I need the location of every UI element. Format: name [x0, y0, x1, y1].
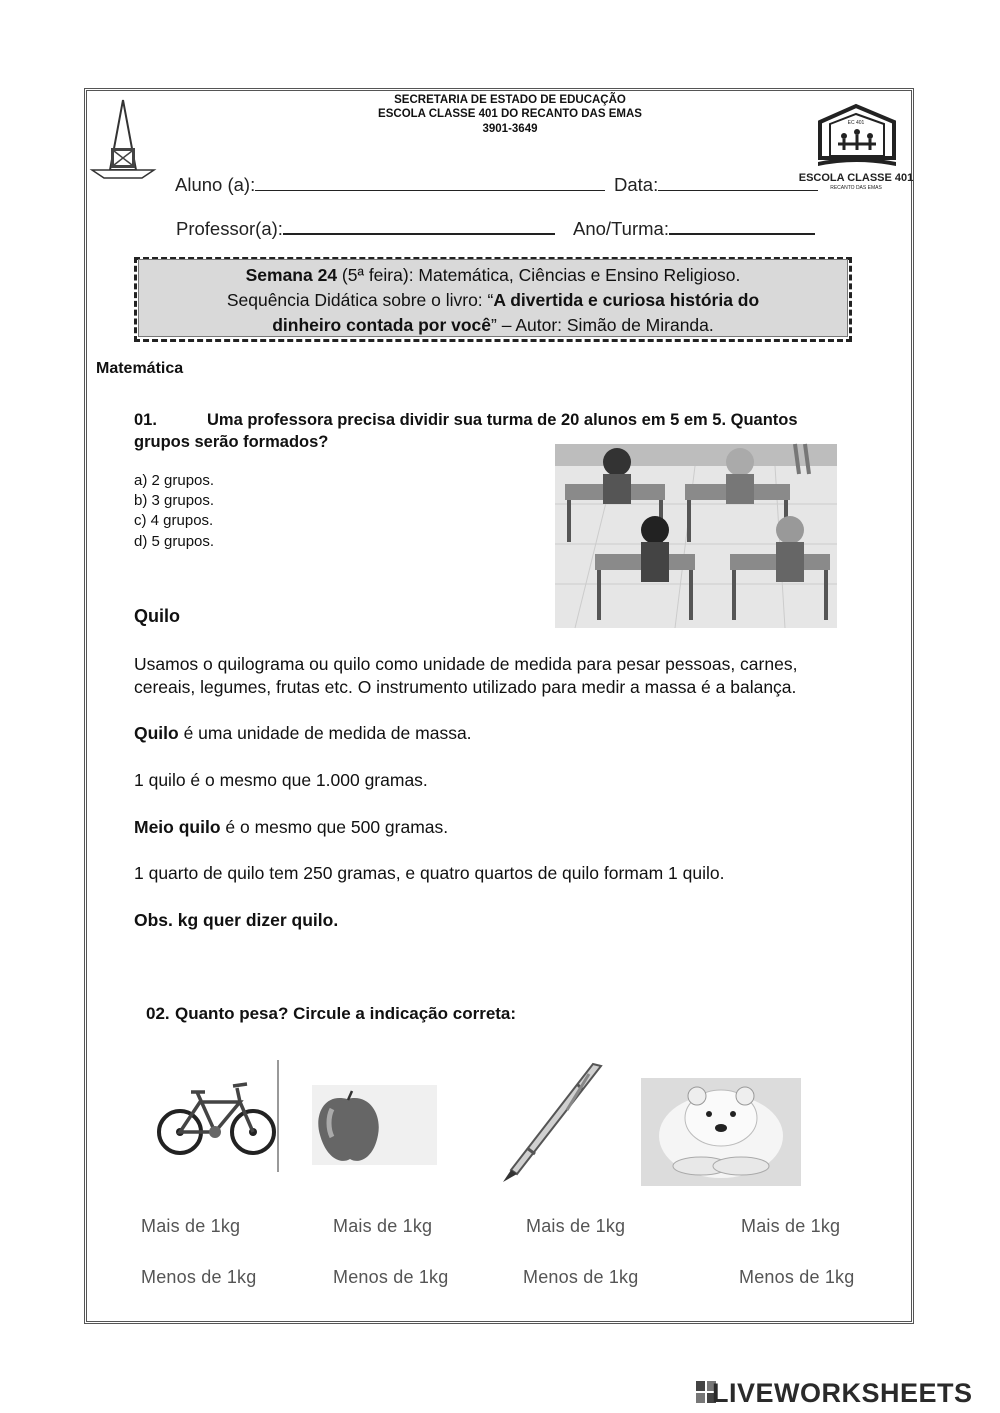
- apple-more-option[interactable]: Mais de 1kg: [333, 1216, 433, 1236]
- school-logo-text: ESCOLA CLASSE 401: [798, 172, 914, 184]
- aluno-field[interactable]: [175, 172, 605, 196]
- q1-text-2: grupos serão formados?: [134, 433, 329, 451]
- meio-quilo: [134, 816, 904, 839]
- professor-label: Professor(a):: [176, 218, 283, 239]
- data-field[interactable]: [614, 172, 818, 196]
- ano-turma-label: Ano/Turma:: [573, 218, 669, 239]
- meio-quilo-bold: Meio quilo: [134, 817, 221, 837]
- professor-line[interactable]: [283, 215, 555, 235]
- ano-turma-field[interactable]: [573, 215, 815, 240]
- pen-icon: [497, 1062, 607, 1184]
- section-title: Matemática: [96, 360, 184, 377]
- banner-dia: (5ª feira): Matemática, Ciências e Ensino Religioso.: [337, 265, 741, 285]
- header-line-3: 3901-3649: [482, 123, 538, 135]
- liveworksheets-brand[interactable]: LIVEWORKSHEETS: [712, 1378, 973, 1408]
- q1-option-d[interactable]: d) 5 grupos.: [134, 533, 215, 550]
- classroom-illustration-icon: [555, 444, 837, 628]
- banner-livro-b: dinheiro contada por você: [272, 315, 492, 335]
- quilo-gramas: 1 quilo é o mesmo que 1.000 gramas.: [134, 770, 428, 790]
- quilo-definition-rest: é uma unidade de medida de massa.: [178, 723, 472, 743]
- q1-number: 01.: [134, 411, 157, 429]
- q1-text: Uma professora precisa dividir sua turma de 20 alunos em 5 em 5. Quantos: [207, 411, 798, 429]
- pen-more-option[interactable]: Mais de 1kg: [526, 1216, 626, 1236]
- apple-icon: [312, 1085, 437, 1165]
- professor-field[interactable]: [176, 215, 555, 240]
- banner-seq-prefix: Sequência Didática sobre o livro: “: [226, 290, 494, 310]
- q2-number: 02.: [146, 1004, 170, 1023]
- q1-option-b[interactable]: b) 3 grupos.: [134, 492, 215, 509]
- quarto-de-quilo: 1 quarto de quilo tem 250 gramas, e quatro quartos de quilo formam 1 quilo.: [134, 863, 725, 883]
- q1-option-c[interactable]: c) 4 grupos.: [134, 512, 214, 529]
- aluno-label: Aluno (a):: [175, 174, 256, 195]
- quilo-definition: [134, 722, 904, 745]
- header-line-2: ESCOLA CLASSE 401 DO RECANTO DAS EMAS: [378, 108, 642, 120]
- school-logo-icon: [798, 102, 914, 192]
- brasilia-emblem-icon: [90, 98, 156, 182]
- polar-bear-more-option[interactable]: Mais de 1kg: [741, 1216, 841, 1236]
- banner-semana: Semana 24: [245, 265, 338, 285]
- aluno-line[interactable]: [255, 172, 605, 191]
- quilo-paragraph-line-1: Usamos o quilograma ou quilo como unidade de medida para pesar pessoas, carnes,: [134, 654, 798, 674]
- q1-option-a[interactable]: a) 2 grupos.: [134, 472, 215, 489]
- week-banner: [138, 259, 848, 337]
- pen-less-option[interactable]: Menos de 1kg: [523, 1267, 639, 1287]
- data-line[interactable]: [658, 172, 818, 191]
- data-label: Data:: [614, 174, 659, 195]
- quilo-definition-bold: Quilo: [134, 723, 179, 743]
- bicycle-more-option[interactable]: Mais de 1kg: [141, 1216, 241, 1236]
- polar-bear-less-option[interactable]: Menos de 1kg: [739, 1267, 855, 1287]
- apple-less-option[interactable]: Menos de 1kg: [333, 1267, 449, 1287]
- q2-text: Quanto pesa? Circule a indicação correta:: [175, 1004, 517, 1023]
- meio-quilo-rest: é o mesmo que 500 gramas.: [220, 817, 449, 837]
- school-logo-badge: EC 401: [847, 120, 865, 126]
- school-logo-subtext: RECANTO DAS EMAS: [830, 185, 882, 191]
- ano-turma-line[interactable]: [669, 215, 815, 235]
- polar-bear-icon: [641, 1078, 801, 1186]
- quilo-title: Quilo: [134, 606, 180, 626]
- bicycle-icon: [155, 1060, 280, 1172]
- header-line-1: SECRETARIA DE ESTADO DE EDUCAÇÃO: [394, 94, 626, 106]
- banner-livro-a: A divertida e curiosa história do: [493, 290, 760, 310]
- obs-kg: Obs. kg quer dizer quilo.: [134, 910, 339, 930]
- banner-seq-suffix: ” – Autor: Simão de Miranda.: [491, 315, 714, 335]
- bicycle-less-option[interactable]: Menos de 1kg: [141, 1267, 257, 1287]
- quilo-paragraph-line-2: cereais, legumes, frutas etc. O instrumento utilizado para medir a massa é a balança.: [134, 677, 797, 697]
